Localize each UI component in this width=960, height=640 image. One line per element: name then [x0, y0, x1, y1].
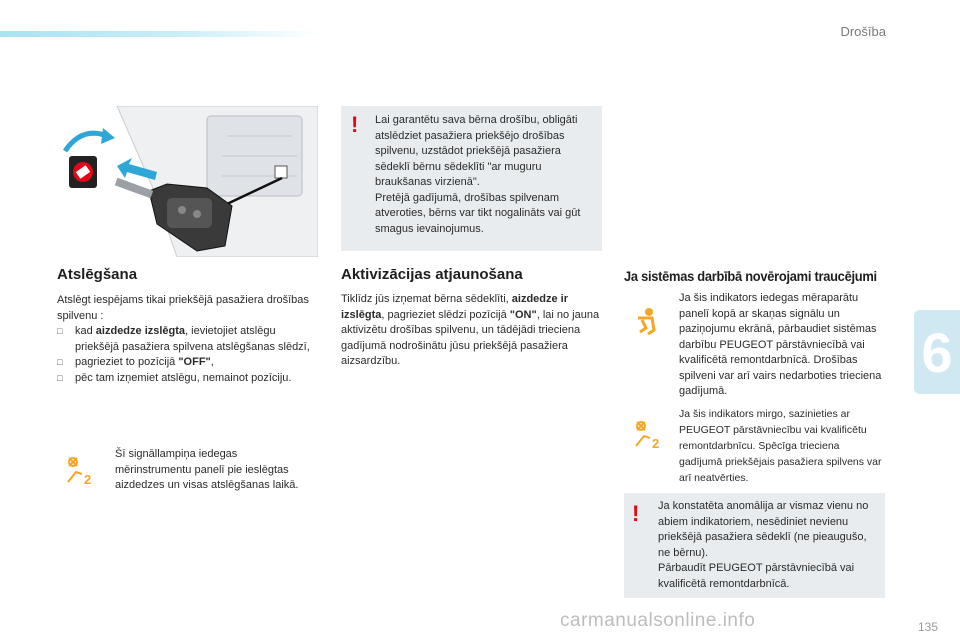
key-illustration [57, 106, 318, 257]
svg-text:2: 2 [84, 472, 92, 486]
svg-text:2: 2 [652, 436, 660, 450]
list-item: □ pēc tam izņemiet atslēgu, nemainot pozīciju. [57, 371, 313, 387]
warning-box-bottom [624, 493, 885, 598]
indicator1-text [624, 291, 886, 400]
indicator1-text-body: Ja šis indikators iedegas mēraparātu panelī kopā ar skaņas signālu un paziņojumu ekrānā, pārbaudiet sistēmas darbību PEUGEOT pārstāvniecībā vai kvalificētā remontdarbnīcā. Drošības spilveni var arī vairs nedarboties trieciena gadījumā. [679, 292, 882, 397]
heading-reactivation: Aktivizācijas atjaunošana [341, 266, 523, 283]
unlocking-intro: Atslēgt iespējams tikai priekšējā pasažiera drošības spilvenu : [57, 294, 309, 322]
exclamation-icon: ! [351, 112, 359, 137]
watermark: carmanualsonline.info [560, 610, 756, 631]
heading-unlocking: Atslēgšana [57, 266, 138, 283]
chapter-number: 6 [921, 320, 953, 384]
airbag-off-icon [632, 420, 666, 455]
list-item: □ pagrieziet to pozīcijā "OFF", [57, 355, 313, 371]
indicator2-text: Ja šis indikators mirgo, sazinieties ar PEUGEOT pārstāvniecību vai kvalificētu remontdarbnīcu. Spēcīga trieciena gadījumā priekšējais pasažiera spilvens var arī neatvērties. [679, 408, 882, 484]
warning-box-top [341, 106, 602, 251]
reactivation-text: Tiklīdz jūs izņemat bērna sēdeklīti, aizdedze ir izslēgta, pagrieziet slēdzi pozīcijā "ON", lai no jauna aktivizētu drošības spilvenu, un tādējādi trieciena gadījumā nodrošinātu jūsu priekšējā pasažiera aizsardzību. [341, 293, 600, 367]
lamp-text: Šī signāllampiņa iedegas mērinstrumentu panelī pie ieslēgtas aizdedzes un visas atslēgšanas laikā. [115, 448, 299, 491]
list-item: □ kad aizdedze izslēgta, ievietojiet atslēgu priekšējā pasažiera spilvena atslēgšanas slēdzī, [57, 324, 313, 355]
header-accent-bar [0, 31, 320, 37]
warning-text-top-1: Lai garantētu sava bērna drošību, obligāti atslēdziet pasažiera priekšējo drošības spilvenu, uzstādot priekšējā pasažiera sēdeklī bērnu sēdeklīti "ar muguru braukšanas virzienā". [375, 114, 578, 188]
warning-text-bottom [658, 499, 880, 592]
chapter-tab [914, 310, 960, 394]
unlocking-steps [57, 324, 313, 386]
warning-text-top-2: Pretējā gadījumā, drošības spilvenam atveroties, bērns var tikt nogalināts vai gūt smagus ievainojumus. [375, 191, 581, 235]
section-title: Drošība [840, 24, 886, 39]
unlocking-text [57, 293, 313, 386]
page-number: 135 [917, 620, 938, 634]
airbag-off-icon [64, 456, 98, 491]
warning-text-top [375, 113, 595, 237]
warning-text-bottom-2: Pārbaudīt PEUGEOT pārstāvniecībā vai kvalificētā remontdarbnīcā. [658, 562, 855, 590]
exclamation-icon: ! [632, 501, 640, 526]
heading-malfunction: Ja sistēmas darbībā novērojami traucējumi [624, 268, 877, 284]
warning-text-bottom-1: Ja konstatēta anomālija ar vismaz vienu no abiem indikatoriem, nesēdiniet nevienu priekšējā pasažiera sēdeklī (ne pieaugušo, ne bērnu). [658, 500, 869, 559]
